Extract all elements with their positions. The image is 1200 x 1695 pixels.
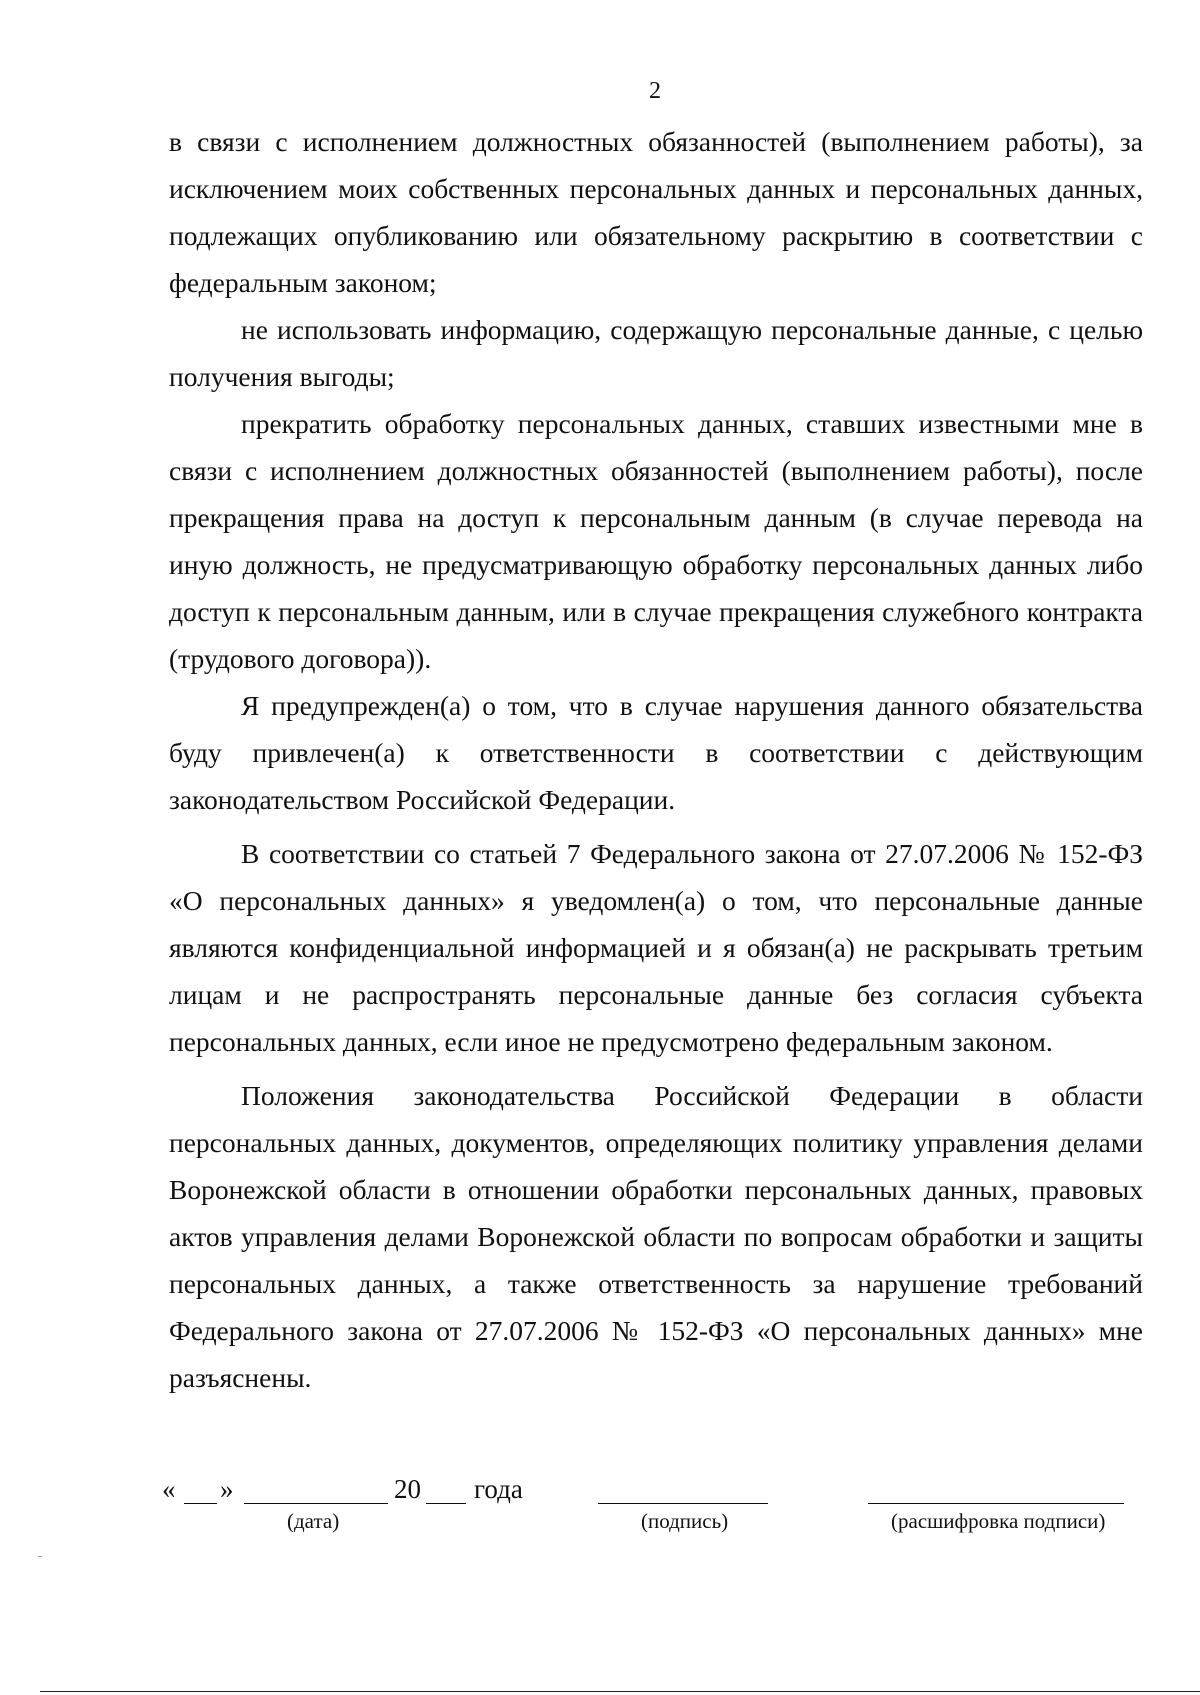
paragraph-4: Я предупрежден(а) о том, что в случае нарушения данного обязательства буду привлечен(а) к ответственности в соответствии с действующим законодательством Российской Федерации. [169,690,1143,815]
signature-caption: (подпись) [641,1509,729,1533]
paragraph-3: прекратить обработку персональных данных, ставших известными мне в связи с исполнением должностных обязанностей (выполнением работы), после прекращения права на доступ к персональным данным (в случае перевода на иную должность, не предусматривающую обработку персональных данных либо доступ к персональным данным, или в случае прекращения служебного контракта (трудового договора)). [169,408,1143,674]
paragraph-2: не использовать информацию, содержащую персональные данные, с целью получения выгоды; [169,314,1143,392]
year-prefix: 20 [394,1474,421,1504]
year-line [426,1503,466,1504]
scan-mark [38,1556,42,1557]
decode-caption: (расшифровка подписи) [891,1509,1106,1533]
page-bottom-edge [40,1691,1200,1692]
date-caption: (дата) [287,1509,340,1533]
month-line [244,1503,388,1504]
paragraph-6: Положения законодательства Российской Федерации в области персональных данных, документов, определяющих политику управления делами Воронежской области в отношении обработки персональных данных, правовых актов управления делами Воронежской области по вопросам обработки и защиты персональных данных, а также ответственность за нарушение требований Федерального закона от 27.07.2006 № 152-ФЗ «О персональных данных» мне разъяснены. [169,1080,1143,1393]
date-quote-open: « [162,1474,176,1504]
signature-decode-line [868,1503,1124,1504]
date-quote-close: » [220,1474,234,1504]
paragraph-5: В соответствии со статьей 7 Федерального закона от 27.07.2006 № 152-ФЗ «О персональных данных» я уведомлен(а) о том, что персональные данные являются конфиденциальной информацией и я обязан(а) не раскрывать третьим лицам и не распространять персональные данные без согласия субъекта персональных данных, если иное не предусмотрено федеральным законом. [169,838,1143,1057]
day-line [184,1503,217,1504]
year-suffix: года [474,1474,523,1504]
paragraph-1: в связи с исполнением должностных обязанностей (выполнением работы), за исключением моих собственных персональных данных и персональных данных, подлежащих опубликованию или обязательному раскрытию в соответствии с федеральным законом; [169,126,1143,298]
signature-line [598,1503,768,1504]
page-number: 2 [649,78,661,104]
